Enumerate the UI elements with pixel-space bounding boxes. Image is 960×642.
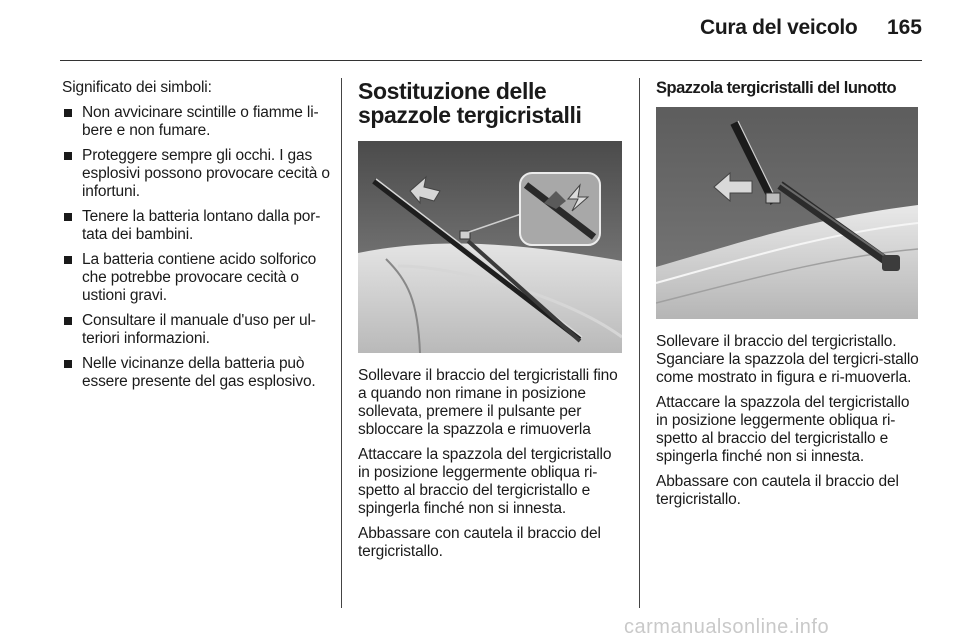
list-item: Proteggere sempre gli occhi. I gas esplosivi possono provocare cecità o infortuni. [62, 147, 332, 201]
rear-wiper-illustration [656, 107, 918, 319]
square-bullet-icon [64, 213, 72, 221]
square-bullet-icon [64, 152, 72, 160]
right-column [656, 79, 924, 516]
middle-column [358, 79, 624, 568]
subsection-title: Spazzola tergicristalli del lunotto [656, 79, 897, 97]
section-title: Sostituzione delle spazzole tergicristalli [358, 78, 582, 128]
square-bullet-icon [64, 360, 72, 368]
header-divider [60, 60, 922, 61]
instruction-paragraph: Attaccare la spazzola del tergicristallo in posizione leggermente obliqua ri-spetto al braccio del tergicristallo e spingerla finché non si innesta. [358, 446, 612, 517]
instruction-paragraph: Sollevare il braccio del tergicristallo. Sganciare la spazzola del tergicri-stallo come mostrato in figura e ri-muoverla. [656, 333, 919, 386]
list-item: Nelle vicinanze della batteria può essere presente del gas esplosivo. [62, 355, 332, 391]
list-item: Non avvicinare scintille o fiamme li-bere e non fumare. [62, 104, 332, 140]
square-bullet-icon [64, 317, 72, 325]
watermark-text: carmanualsonline.info [624, 616, 830, 638]
header-title: Cura del veicolo [700, 16, 858, 39]
page-number: 165 [886, 16, 922, 39]
instruction-paragraph: Attaccare la spazzola del tergicristallo in posizione leggermente obliqua ri-spetto al braccio del tergicristallo e spingerla finché non si innesta. [656, 394, 910, 465]
symbols-intro: Significato dei simboli: [62, 79, 212, 96]
instruction-paragraph: Sollevare il braccio del tergicristalli fino a quando non rimane in posizione sollevata, premere il pulsante per sbloccare la spazzola e rimuoverla [358, 367, 618, 438]
column-divider-right [639, 78, 640, 608]
square-bullet-icon [64, 109, 72, 117]
column-divider-left [341, 78, 342, 608]
list-item: Consultare il manuale d'uso per ul-teriori informazioni. [62, 312, 332, 348]
list-item: La batteria contiene acido solforico che potrebbe provocare cecità o ustioni gravi. [62, 251, 332, 305]
square-bullet-icon [64, 256, 72, 264]
left-column [62, 79, 332, 398]
symbol-list [62, 104, 332, 391]
list-item: Tenere la batteria lontano dalla por-tata dei bambini. [62, 208, 332, 244]
windshield-wiper-illustration [358, 141, 622, 353]
instruction-paragraph: Abbassare con cautela il braccio del tergicristallo. [358, 525, 601, 560]
instruction-paragraph: Abbassare con cautela il braccio del tergicristallo. [656, 473, 899, 508]
